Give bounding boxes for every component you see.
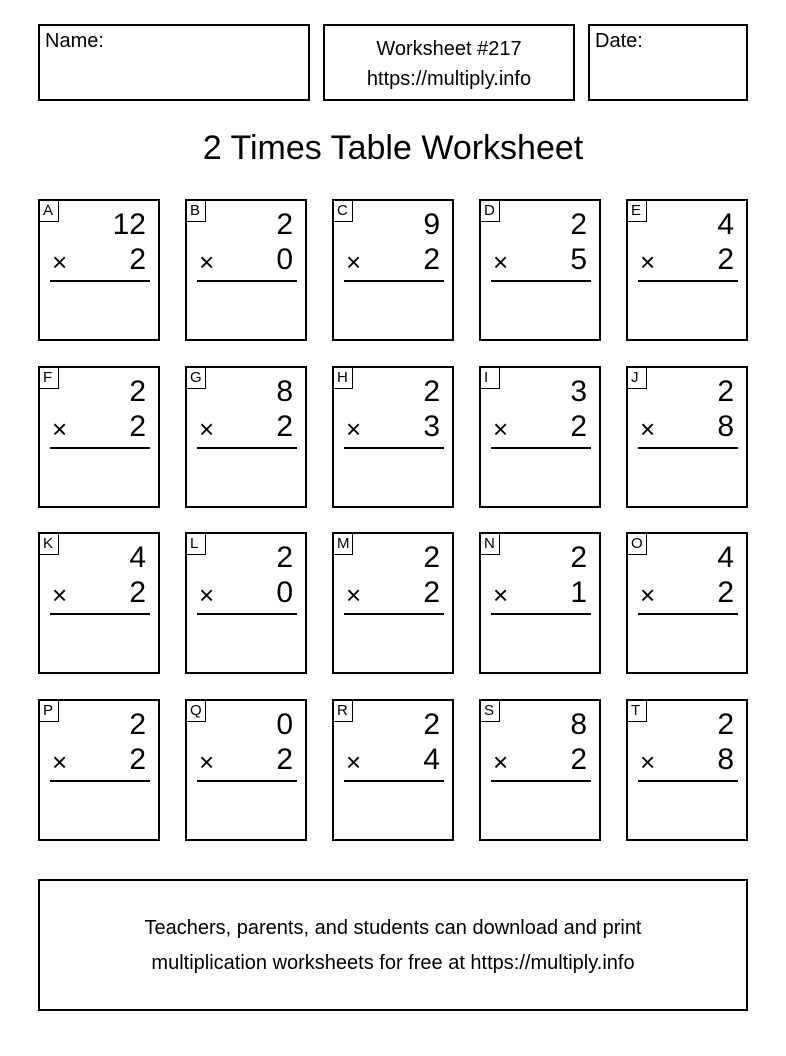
problem-letter: F [39,367,59,389]
answer-line [638,613,738,615]
problem-letter: C [333,200,353,222]
multiplicand: 2 [129,375,146,408]
problem-letter: E [627,200,647,222]
times-sign: × [199,414,215,444]
multiplicand: 2 [717,708,734,741]
worksheet-info-box [323,24,575,101]
problem-card [332,532,454,674]
answer-line [491,780,591,782]
multiplicand: 0 [276,708,293,741]
problem-card [626,699,748,841]
answer-line [197,780,297,782]
multiplier: 2 [129,410,146,443]
problem-letter: D [480,200,500,222]
multiplier: 2 [423,576,440,609]
answer-line [197,447,297,449]
times-sign: × [493,247,509,277]
multiplier: 1 [570,576,587,609]
answer-line [638,447,738,449]
multiplier: 3 [423,410,440,443]
worksheet-number: Worksheet #217 [376,38,522,60]
times-sign: × [346,247,362,277]
answer-line [344,613,444,615]
answer-line [197,613,297,615]
multiplier: 8 [717,743,734,776]
problem-letter: B [186,200,206,222]
problem-card [185,199,307,341]
multiplicand: 2 [423,708,440,741]
problem-card [626,199,748,341]
problem-letter: T [627,700,647,722]
footer-text-line-2: multiplication worksheets for free at https://multiply.info [151,952,635,974]
multiplicand: 2 [423,541,440,574]
answer-line [491,280,591,282]
multiplicand: 3 [570,375,587,408]
multiplicand: 8 [570,708,587,741]
times-sign: × [640,747,656,777]
problem-card [479,199,601,341]
problem-letter: L [186,533,206,555]
multiplicand: 2 [276,541,293,574]
problem-letter: K [39,533,59,555]
problem-card [185,366,307,508]
multiplicand: 2 [423,375,440,408]
times-sign: × [640,580,656,610]
problem-card [479,532,601,674]
times-sign: × [52,580,68,610]
multiplier: 5 [570,243,587,276]
times-sign: × [640,414,656,444]
multiplier: 2 [570,743,587,776]
answer-line [491,447,591,449]
multiplier: 4 [423,743,440,776]
answer-line [344,447,444,449]
problem-card [38,366,160,508]
problem-letter: O [627,533,647,555]
multiplier: 2 [129,243,146,276]
multiplicand: 2 [276,208,293,241]
problem-card [185,532,307,674]
multiplier: 2 [129,743,146,776]
answer-line [491,613,591,615]
name-label: Name: [45,30,104,52]
date-field-box [588,24,748,101]
problem-letter: R [333,700,353,722]
footer-text-line-1: Teachers, parents, and students can download and print [144,917,642,939]
multiplicand: 2 [570,541,587,574]
answer-line [50,613,150,615]
problem-card [38,532,160,674]
problem-card [332,366,454,508]
times-sign: × [199,747,215,777]
answer-line [50,447,150,449]
multiplicand: 2 [129,708,146,741]
multiplicand: 2 [717,375,734,408]
answer-line [344,780,444,782]
problem-card [626,532,748,674]
problem-letter: J [627,367,647,389]
page-title: 2 Times Table Worksheet [202,129,584,167]
multiplicand: 4 [129,541,146,574]
times-sign: × [52,247,68,277]
answer-line [344,280,444,282]
times-sign: × [346,747,362,777]
problem-letter: A [39,200,59,222]
times-sign: × [640,247,656,277]
multiplier: 2 [717,243,734,276]
multiplier: 2 [423,243,440,276]
problem-card [185,699,307,841]
problem-card [332,699,454,841]
multiplier: 2 [129,576,146,609]
multiplicand: 8 [276,375,293,408]
times-sign: × [493,747,509,777]
problem-letter: H [333,367,353,389]
times-sign: × [493,580,509,610]
times-sign: × [346,580,362,610]
answer-line [638,780,738,782]
problem-letter: I [480,367,500,389]
footer-box [38,879,748,1011]
worksheet-url: https://multiply.info [366,68,532,90]
problem-card [38,199,160,341]
times-sign: × [199,580,215,610]
problem-letter: M [333,533,353,555]
multiplier: 2 [276,410,293,443]
times-sign: × [52,414,68,444]
multiplier: 2 [570,410,587,443]
problem-card [332,199,454,341]
problem-card [479,699,601,841]
answer-line [638,280,738,282]
multiplicand: 4 [717,208,734,241]
multiplier: 2 [717,576,734,609]
problem-letter: G [186,367,206,389]
date-label: Date: [595,30,643,52]
multiplier: 0 [276,576,293,609]
answer-line [50,280,150,282]
times-sign: × [346,414,362,444]
problem-letter: S [480,700,500,722]
multiplier: 0 [276,243,293,276]
multiplicand: 9 [423,208,440,241]
problem-card [38,699,160,841]
multiplier: 8 [717,410,734,443]
times-sign: × [52,747,68,777]
multiplier: 2 [276,743,293,776]
times-sign: × [199,247,215,277]
multiplicand: 2 [570,208,587,241]
problem-letter: P [39,700,59,722]
answer-line [50,780,150,782]
problem-letter: N [480,533,500,555]
multiplicand: 12 [112,208,146,241]
problem-card [626,366,748,508]
name-field-box [38,24,310,101]
answer-line [197,280,297,282]
multiplicand: 4 [717,541,734,574]
problem-letter: Q [186,700,206,722]
problem-card [479,366,601,508]
times-sign: × [493,414,509,444]
